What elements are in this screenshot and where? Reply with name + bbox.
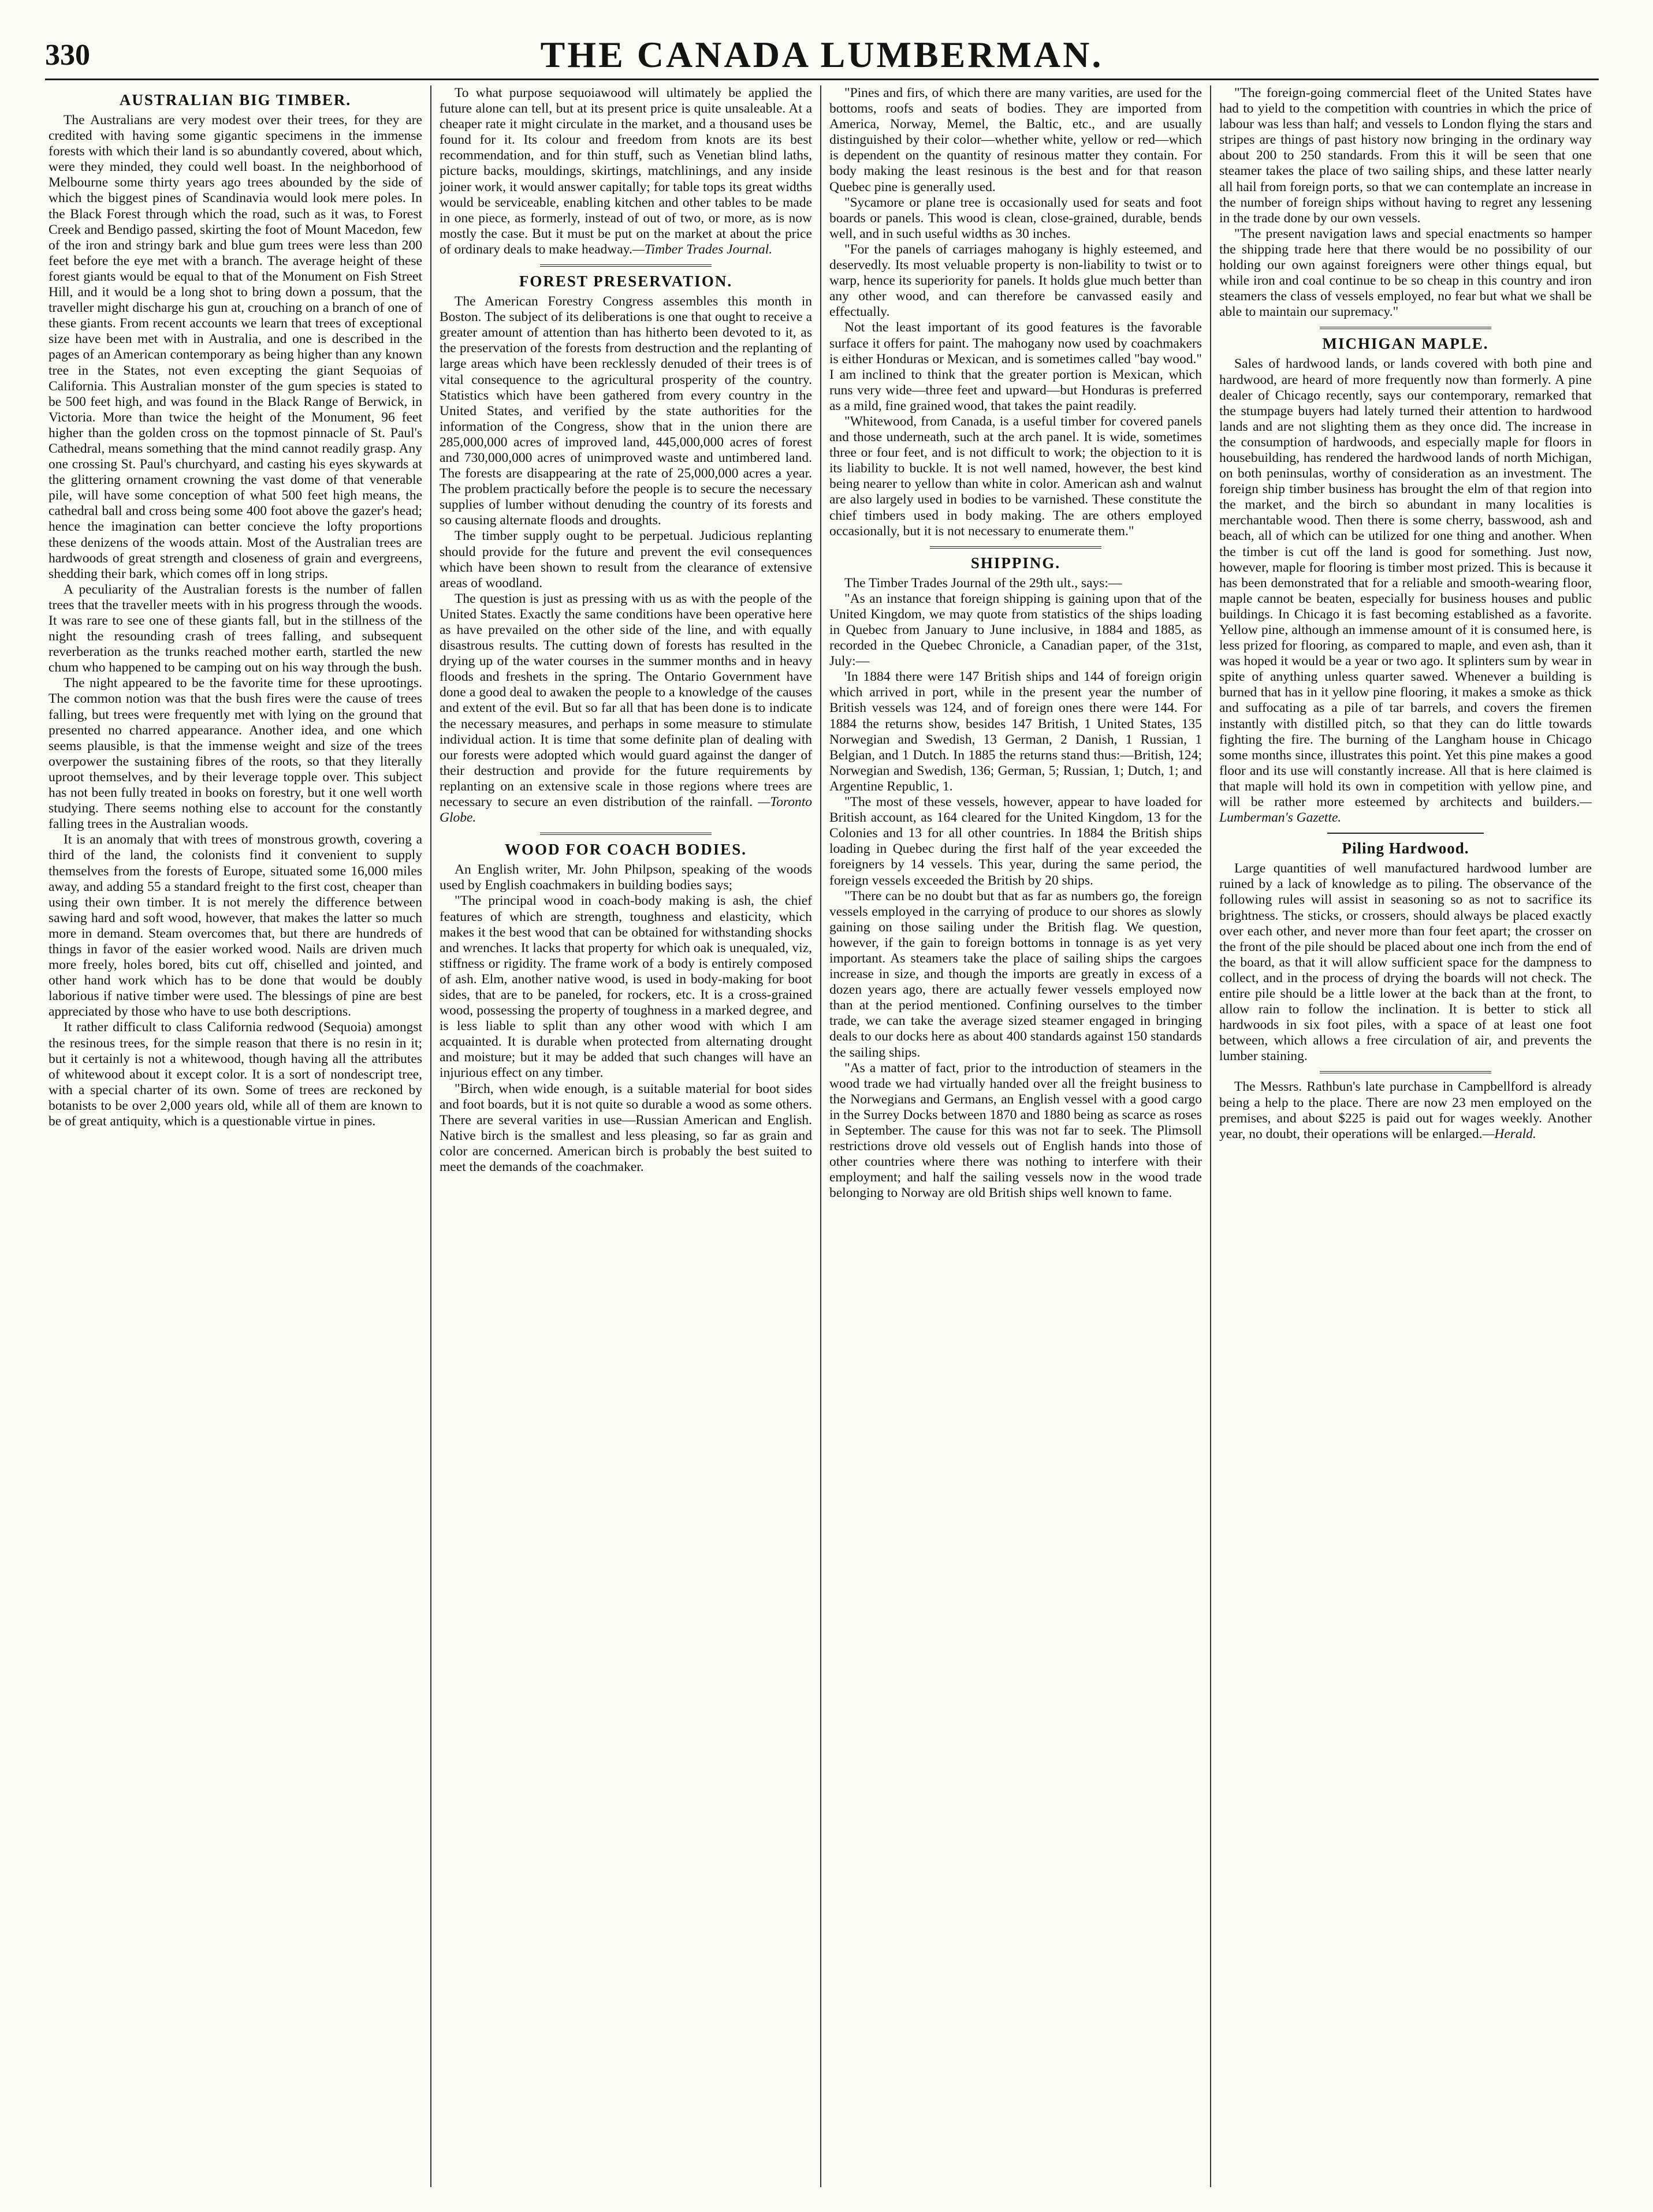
column-4	[1210, 85, 1600, 2187]
divider	[1320, 1071, 1491, 1073]
masthead	[45, 30, 1599, 80]
divider	[930, 546, 1101, 549]
paragraph: Not the least important of its good features is the favorable surface it offers for paint. The mahogany now used by coachmakers is either Honduras or Mexican, and is sometimes called "bay wood." I am inclined to think that the greater portion is Mexican, which runs very wide—three feet and upward—but Honduras is preferred as a mild, fine grained wood, that takes the paint readily.	[829, 320, 1202, 413]
paragraph	[440, 85, 812, 258]
article-heading-australian-big-timber: AUSTRALIAN BIG TIMBER.	[119, 91, 352, 109]
source-credit: —Timber Trades Journal.	[632, 241, 773, 257]
column-2	[430, 85, 820, 2187]
paragraph-text: Sales of hardwood lands, or lands covered with both pine and hardwood, are heard of more frequently now than formerly. A pine dealer of Chicago recently, says our contemporary, remarked that the stumpage buyers had lately turned their attention to hardwood lands and are not slighting them as they once did. The increase in the consumption of hardwoods, and especially maple for floors in housebuilding, has rendered the hardwood lands of north Michigan, on both peninsulas, worthy of consideration as an investment. The foreign ship timber business has brought the elm of that region into the market, and the birch so abundant in many localities is merchantable wood. Then there is some cherry, basswood, ash and beach, all of which can be utilized for one thing and another. When the timber is cut off the land is good for something. Just now, however, maple for flooring is timber most prized. This is because it has been demonstrated that for a reliable and smooth-wearing floor, maple cannot be beaten, especially for business houses and public buildings. In Chicago it is fast becoming established as a favorite. Yellow pine, although an immense amount of it is consumed here, is less prized for flooring, as compared to maple, and even ash, than it was hoped it would be a year or two ago. It splinters sum by wear in spite of anything unless quarter sawed. Whenever a building is burned that has in it yellow pine flooring, it makes a smoke as thick and suffocating as a pile of tar barrels, and covers the firemen instantly with distilled pitch, so that they can do little towards fighting the fire. The burning of the Langham house in Chicago some months since, illustrates this point. Yet this pine makes a good floor and its use will constantly increase. All that is here claimed is that maple will hold its own in competition with yellow pine, and will be rather more esteemed by architects and builders.	[1219, 356, 1592, 810]
divider	[540, 833, 712, 835]
paragraph-text: The Messrs. Rathbun's late purchase in Campbellford is already being a help to the place. There are now 23 men employed on the premises, and about $225 is paid out for wages weekly. Another year, no doubt, their operations will be enlarged.	[1219, 1079, 1592, 1142]
paragraph: An English writer, Mr. John Philpson, speaking of the woods used by English coachmakers in building bodies says;	[440, 862, 812, 893]
columns	[40, 85, 1600, 2187]
paragraph: "Sycamore or plane tree is occasionally used for seats and foot boards or panels. This wood is clean, close-grained, durable, bends well, and in such useful widths as 30 inches.	[829, 195, 1202, 241]
paragraph: "For the panels of carriages mahogany is highly esteemed, and deservedly. Its most veluable property is non-liability to twist or to warp, hence its superiority for panels. It holds glue much better than any other wood, and can therefore be canvassed easily and effectually.	[829, 241, 1202, 320]
paragraph-text: The question is just as pressing with us as with the people of the United States. Exactly the same conditions have been operative here as have prevailed on the other side of the line, and with equally disastrous results. The cutting down of forests has resulted in the drying up of the water courses in the summer months and in heavy floods and freshets in the spring. The Ontario Government have done a good deal to awaken the people to a knowledge of the causes and extent of the evil. But so far all that has been done is to indicate the necessary measures, and perhaps in some measure to stimulate individual action. It is time that some definite plan of dealing with our forests were adopted which would guard against the danger of their destruction and provide for the future requirements by replanting on an extensive scale in those regions where trees are necessary to secure an even distribution of the rainfall.	[440, 591, 812, 810]
column-3	[820, 85, 1210, 2187]
source-credit: —Herald.	[1482, 1126, 1536, 1142]
divider	[1327, 833, 1484, 834]
newspaper-title: THE CANADA LUMBERMAN.	[540, 34, 1104, 75]
paragraph: "Whitewood, from Canada, is a useful timber for covered panels and those underneath, such at the arch panel. It is wide, sometimes three or four feet, and is not difficult to work; the objection to it is its liability to buckle. It is not well named, however, the best kind being nearer to yellow than white in color. American ash and walnut are also largely used in bodies to be varnished. These constitute the chief timbers used in body making. The are others employed occasionally, but it is not necessary to enumerate them."	[829, 413, 1202, 539]
column-1	[40, 85, 430, 2187]
paragraph: The timber supply ought to be perpetual. Judicious replanting should provide for the future and prevent the evil consequences which have been shown to result from the clearance of extensive areas of woodland.	[440, 528, 812, 591]
paragraph-text: To what purpose sequoiawood will ultimately be applied the future alone can tell, but at its present price is quite unsaleable. At a cheaper rate it might circulate in the market, and a thousand uses be found for it. Its colour and freedom from knots are its best recommendation, and for thin stuff, such as Venetian blind laths, picture backs, mouldings, skirtings, matchlinings, and any inside joiner work, it would answer capitally; for table tops its great widths would be serviceable, enabling kitchen and other tables to be made in one piece, as formerly, instead of out of two, or more, as is now mostly the case. But it must be put on the market at about the price of ordinary deals to make headway.	[440, 85, 812, 257]
paragraph	[1219, 1079, 1592, 1142]
article-heading-forest-preservation: FOREST PRESERVATION.	[519, 273, 733, 290]
paragraph: "As an instance that foreign shipping is gaining upon that of the United Kingdom, we may quote from statistics of the ships loading in Quebec from January to June inclusive, in 1884 and 1885, as recorded in the Quebec Chronicle, a Canadian paper, of the 31st, July:—	[829, 591, 1202, 669]
paragraph	[440, 591, 812, 826]
source-credit: —Toronto Globe.	[440, 794, 813, 826]
divider	[540, 264, 712, 267]
paragraph: Large quantities of well manufactured hardwood lumber are ruined by a lack of knowledge as to piling. The observance of the following rules will assist in seasoning so as not to sacrifice its brightness. The sticks, or crossers, should always be placed exactly over each other, and never more than four feet apart; the crosser on the front of the pile should be placed about one inch from the end of the board, as that it will allow sufficient space for the dampness to collect, and in the process of drying the boards will not check. The entire pile should be a little lower at the back than at the front, to allow rain to follow the inclination. It is better to stick all hardwoods in six foot piles, with a space of at least one foot between, which allows a free circulation of air, and prevents the lumber staining.	[1219, 861, 1592, 1064]
paragraph: It rather difficult to class California redwood (Sequoia) amongst the resinous trees, for the simple reason that there is no resin in it; but it certainly is not a whitewood, though having all the attributes of whitewood about it except color. It is a sort of nondescript tree, with a special charter of its own. Some of trees are reckoned by botanists to be over 2,000 years old, while all of them are known to be of great antiquity, which is a questionable virtue in pines.	[49, 1020, 422, 1129]
paragraph: "Pines and firs, of which there are many varities, are used for the bottoms, roofs and seats of bodies. They are imported from America, Norway, Memel, the Baltic, etc., and are usually distinguished by their color—whether white, yellow or red—which is dependent on the quantity of resinous matter they contain. For body making the least resinous is the best and for that reason Quebec pine is generally used.	[829, 85, 1202, 195]
paragraph: The Australians are very modest over their trees, for they are credited with having some gigantic specimens in the immense forests with which their land is so abundantly covered, about which, were they minded, they could well boast. In the neighborhood of Melbourne some thirty years ago trees abounded by the side of which the biggest pines of Scandinavia would look mere poles. In the Black Forest through which the road, such as it was, to Forest Creek and Bendigo passed, skirting the foot of Mount Macedon, few of the iron and stringy bark and blue gum trees were less than 200 feet before the eye met with a branch. The average height of these forest giants would be equal to that of the Monument on Fish Street Hill, and it would be a long shot to bring down a possum, that the traveller might discharge his gun at, crouching on a branch of one of these giants. From recent accounts we learn that trees of exceptional size have been met with in Australia, and one is described in the pages of an American contemporary as being higher than any known tree in the States, not even excepting the giant Sequoias of California. This Australian monster of the gum species is stated to be 500 feet high, and was found in the Black Range of Berwick, in Victoria. More than twice the height of the Monument, 96 feet higher than the golden cross on the topmost pinnacle of St. Paul's Cathedral, means something that the mind cannot readily grasp. Any one crossing St. Paul's churchyard, and casting his eyes skywards at the glittering ornament crowning the vast dome of that venerable pile, will have some conception of what 500 feet high means, the cathedral ball and cross being some 400 foot above the gazer's head; hence the imagination can better concieve the lofty proportions these denizens of the woods attain. Most of the Australian trees are hardwoods of great strength and closeness of grain and evergreens, shedding their bark, which comes off in long strips.	[49, 113, 422, 581]
article-heading-piling-hardwood: Piling Hardwood.	[1342, 840, 1469, 857]
article-heading-michigan-maple: MICHIGAN MAPLE.	[1322, 335, 1489, 353]
paragraph: "Birch, when wide enough, is a suitable material for boot sides and foot boards, but it is not quite so durable a wood as some others. There are several varities in use—Russian American and English. Native birch is the smallest and less pleasing, so far as grain and color are concerned. American birch is probably the best suited to meet the demands of the coachmaker.	[440, 1081, 812, 1174]
paragraph: The night appeared to be the favorite time for these uprootings. The common notion was that the bush fires were the cause of trees falling, but trees were frequently met with lying on the ground that presented no charred appearance. Another idea, and one which seems plausible, is that the immense weight and size of the trees overpower the sustaining fibres of the roots, so that they literally uproot themselves, and by their leverage topple over. This subject has not been fully treated in books on forestry, but it one well worth studying. There seems nothing else to account for the constantly falling trees in the Australian woods.	[49, 676, 422, 832]
article-heading-wood-for-coach-bodies: WOOD FOR COACH BODIES.	[504, 841, 747, 859]
paragraph: "The principal wood in coach-body making is ash, the chief features of which are strength, toughness and elasticity, which makes it the best wood that can be obtained for withstanding shocks and wrenches. It lacks that property for which oak is unequaled, viz, stiffness or rigidity. The frame work of a body is entirely composed of ash. Elm, another native wood, is used in body-making for boot sides, that are to be paneled, for rockers, etc. It is a cross-grained wood, possessing the property of toughness in a marked degree, and is less liable to split than any other wood with which I am acquainted. It is durable when protected from alternating drought and moisture; but it may be added that such changes will have an injurious effect on any timber.	[440, 893, 812, 1081]
paragraph: 'In 1884 there were 147 British ships and 144 of foreign origin which arrived in port, while in the present year the number of British vessels was 124, and of foreign ones there were 144. For 1884 the returns show, besides 147 British, 1 United States, 135 Norwegian and Swedish, 13 German, 2 Danish, 1 Russian, 1 Belgian, and 1 Dutch. In 1885 the returns stand thus:—British, 124; Norwegian and Swedish, 136; German, 5; Russian, 1; Dutch, 1; and Argentine Republic, 1.	[829, 669, 1202, 794]
paragraph: "There can be no doubt but that as far as numbers go, the foreign vessels employed in the carrying of produce to our shores as slowly gaining on those sailing under the British flag. We question, however, if the gain to foreign bottoms in tonnage is as yet very important. As steamers take the place of sailing ships the cargoes increase in size, and though the imports are greatly in excess of a dozen years ago, there are actually fewer vessels employed now than at the period mentioned. Confining ourselves to the timber trade, we can take the average sized steamer engaged in bringing deals to our docks here as about 400 standards against 150 standards the sailing ships.	[829, 888, 1202, 1060]
paragraph	[1219, 356, 1592, 826]
article-heading-shipping: SHIPPING.	[970, 554, 1061, 572]
paragraph: It is an anomaly that with trees of monstrous growth, covering a third of the land, the colonists find it convenient to supply themselves from the forests of Europe, situated some 16,000 miles away, and adding 55 a standard freight to the first cost, cheaper than using their own timber. It is not merely the difference between sawing hard and soft wood, however, that makes the latter so much more in demand. Steam overcomes that, but there are hundreds of things in favor of the easier worked wood. Nails are driven much more freely, holes bored, bits cut off, chiselled and jointed, and other hand work which has to be done that would be doubly laborious if native timber were used. The blessings of pine are best appreciated by those who have to use both descriptions.	[49, 832, 422, 1020]
paragraph: The American Forestry Congress assembles this month in Boston. The subject of its deliberations is one that ought to receive a greater amount of attention than has hitherto been devoted to it, as the preservation of the forests from destruction and the replanting of large areas which have been recklessly denuded of their trees is of vital consequence to the agricultural prosperity of the country. Statistics which have been gathered from every country in the United States, and verified by the state authorities for the information of the Congress, show that in the union there are 285,000,000 acres of improved land, 445,000,000 acres of forest and 730,000,000 acres of unimproved waste and untimbered land. The forests are disappearing at the rate of 25,000,000 acres a year. The problem practically before the people is to secure the necessary supplies of lumber without denuding the country of its forests and so causing alternate floods and droughts.	[440, 294, 812, 528]
divider	[1320, 327, 1491, 329]
paragraph: "As a matter of fact, prior to the introduction of steamers in the wood trade we had virtually handed over all the freight business to the Norwegians and Germans, an English vessel with a good cargo in the Surrey Docks between 1870 and 1880 being as scarce as roses in September. The cause for this was not far to seek. The Plimsoll restrictions drove old vessels out of English hands into those of other countries where there was nothing to interfere with their employment; and half the sailing vessels now in the wood trade belonging to Norway are old British ships well known to fame.	[829, 1060, 1202, 1201]
paragraph: The Timber Trades Journal of the 29th ult., says:—	[844, 575, 1122, 591]
source-credit: —Lumberman's Gazette.	[1219, 794, 1592, 826]
page-number: 330	[45, 39, 90, 72]
paragraph: "The most of these vessels, however, appear to have loaded for British account, as 164 cleared for the United Kingdom, 13 for the Colonies and 13 for all other countries. In 1884 the British ships loading in Quebec during the first half of the year exceeded the foreigners by 14 vessels. This year, during the same period, the foreign vessels exceeded the British by 20 ships.	[829, 794, 1202, 888]
paragraph: "The present navigation laws and special enactments so hamper the shipping trade here that there would be no possibility of our holding our own against foreigners were other things equal, but while iron and coal continue to be so cheap in this country and iron steamers the class of vessels employed, no fear but what we shall be able to maintain our supremacy."	[1219, 226, 1592, 320]
paragraph: "The foreign-going commercial fleet of the United States have had to yield to the competition with countries in which the price of labour was less than half; and vessels to London flying the stars and stripes are things of past history now bringing in the ordinary way about 200 to 250 standards. From this it will be seen that one steamer takes the place of two sailing ships, and these latter nearly all hail from foreign ports, so that we can contemplate an increase in the number of foreign ships without having to regret any lessening in the trade done by our own vessels.	[1219, 85, 1592, 226]
paragraph: A peculiarity of the Australian forests is the number of fallen trees that the traveller meets with in his progress through the woods. It was rare to see one of these giants fall, but in the stillness of the night the resounding crash of trees falling, and subsequent reverberation as the trunks reached mother earth, startled the new chum who happened to be camping out on his way through the bush.	[49, 581, 422, 676]
